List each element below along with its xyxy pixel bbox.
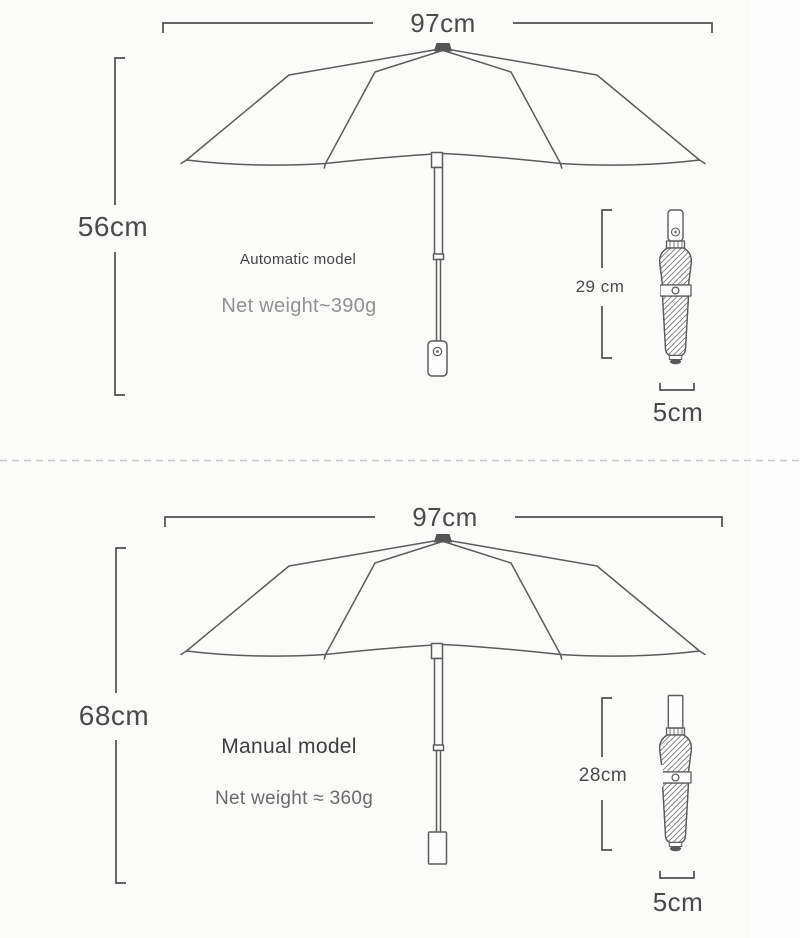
bottom-folded-width-dimension-line [660,871,694,878]
top-folded-width-dimension-line [660,383,694,390]
top-folded-height-label: 29 cm [540,277,660,297]
top-width-label: 97cm [373,8,513,39]
bottom-weight-label: Net weight ≈ 360g [214,788,374,809]
top-height-label: 56cm [53,211,173,243]
bottom-width-label: 97cm [375,502,515,533]
top-model-label: Automatic model [239,251,357,268]
open-umbrella-manual [181,535,705,865]
folded-umbrella-manual [660,696,692,852]
bottom-folded-height-label: 28cm [543,765,663,787]
folded-umbrella-automatic [660,210,692,364]
bottom-folded-width-label: 5cm [652,887,704,917]
top-folded-width-label: 5cm [652,397,704,427]
bottom-model-label: Manual model [221,735,357,758]
section-manual-lineart [116,517,722,883]
top-weight-label: Net weight~390g [221,295,377,317]
open-umbrella-automatic [181,44,705,377]
section-automatic-lineart [115,23,712,395]
bottom-height-label: 68cm [54,700,174,732]
